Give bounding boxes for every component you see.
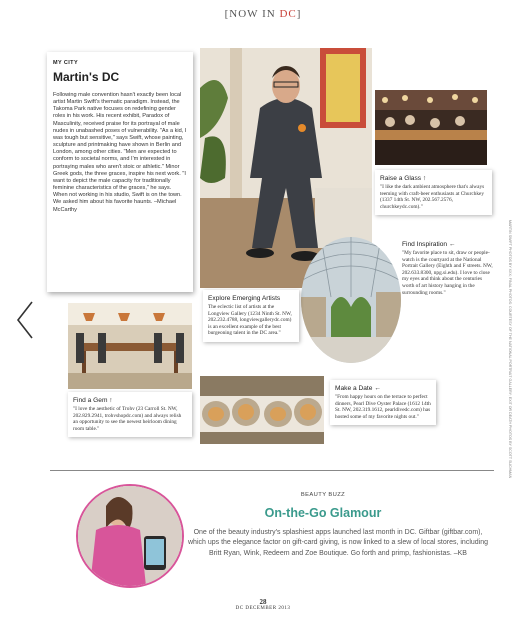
beauty-kicker: BEAUTY BUZZ [300,492,346,498]
make-date-caption [330,380,436,425]
raise-glass-heading: Raise a Glass ↑ [380,175,427,182]
issue-label: DC DECEMBER 2013 [235,606,291,611]
page-number: 28 [259,598,267,606]
section-accent: DC [279,8,297,20]
beauty-title: On-the-Go Glamour [264,506,382,520]
bracket-right: ] [296,8,302,20]
find-gem-body: "I love the aesthetic of Trohv (23 Carroll St. NW, 202.829.2941, trohvshopdc.com) and always relish an opportunity to see the newest heirloom dining room table." [73,406,182,432]
make-date-heading: Make a Date ← [335,385,381,392]
find-gem-caption [68,392,192,437]
make-date-body: "From happy hours on the terrace to perfect dinners, Pearl Dive Oyster Palace (1612 14th St. NW, 202.319.1612, pearldivedc.com) has hosted some of my favorite nights out." [335,394,431,420]
intro-title: Martin's DC [53,70,120,84]
churchkey-photo [375,90,487,165]
raise-glass-caption [375,170,492,215]
trohv-photo [68,303,192,389]
find-inspiration-body: "My favorite place to sit, draw or people-watch is the courtyard at the National Portrait Gallery (Eighth and F streets. NW, 202.633.8300, npg.si.edu). I love to close my eyes and think about the centuries worth of art history hanging in the surrounding rooms." [402,250,493,296]
intro-card [47,52,193,292]
page-footer [0,598,526,611]
section-name: NOW IN [229,8,276,20]
previous-page-chevron-icon[interactable] [14,300,36,340]
oysters-photo [200,376,324,444]
beauty-body: One of the beauty industry's splashiest apps launched last month in DC. Giftbar (giftbar.com), which ups the elegance factor on gift-card giving, is now linked to a slew of local stores, including Britt Ryan, Wink, Redeem and Zoe Boutique. Go forth and primp, fashionistas. –KB [188,529,488,557]
bracket-left: [ [224,8,230,20]
find-inspiration-caption [402,241,494,296]
find-gem-heading: Find a Gem ↑ [73,397,113,404]
section-header [0,8,526,20]
section-divider [50,470,494,471]
emerging-artists-body: The eclectic list of artists at the Longview Gallery (1234 Ninth St. NW, 202.232.4788, longviewgallerydc.com) is an excellent example of the best burgeoning talent in the DC area." [208,304,292,337]
find-inspiration-heading: Find Inspiration ← [402,241,456,248]
raise-glass-body: "I like the dark ambient atmosphere that's always teeming with craft-beer enthusiasts at Churchkey (1337 14th St. NW, 202.567.2576, churchkeydc.com)." [380,184,485,210]
emerging-artists-heading: Explore Emerging Artists [208,295,281,302]
emerging-artists-caption [203,290,299,342]
photo-credit: MARTIN SWIFT PHOTOS BY XXX; FINAL PHOTOS: COURTESY OF THE NATIONAL PORTRAIT GALLERY; EXIT OR DEATH PHOTOS BY SCOTT SUCHMAN [508,220,512,479]
beauty-model-photo [76,484,184,588]
intro-body: Following male convention hasn't exactly been local artist Martin Swift's thematic paradigm. Instead, the Takoma Park native focuses on redefining gender roles in his work. His recent exhibit, Paradox of Masculinity, received praise for its portrayal of male nudes in unabashed poses of vulnerability. "As a kid, I was tough but sensitive," says Swift, whose painting, sculpture and printmaking have shown in Berlin and London, among other cities. "Men are expected to conform to societal norms, and I'm interested in portraying males who aren't stoic or athletic." Minor Greek gods, the three graces, inspire his next work. "I want to depict the male capacity for traditionally feminine characteristics of the graces," he says. When not working in his studio, Swift is on the town. We asked him about his favorite haunts. –Michael McCarthy [53,92,187,213]
intro-kicker: MY CITY [53,60,79,66]
portrait-gallery-courtyard-photo [301,237,401,363]
